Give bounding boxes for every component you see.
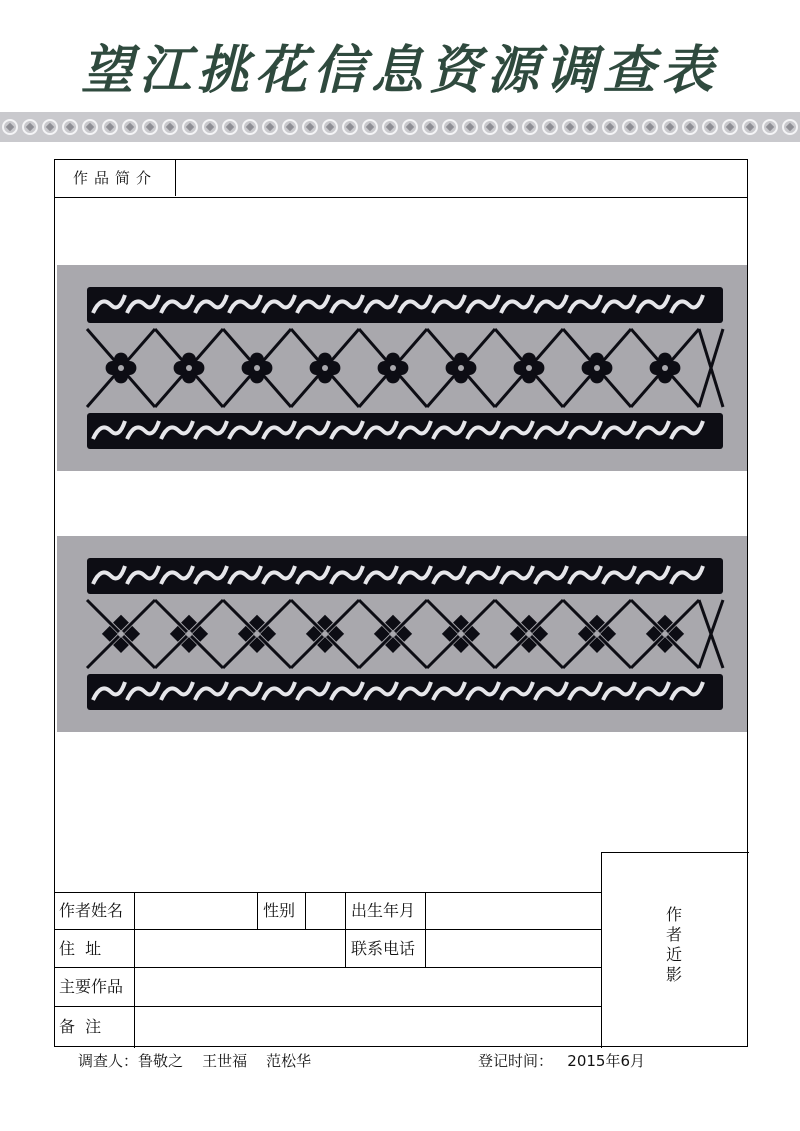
investigators: 调查人：鲁敬之 王世福 范松华 xyxy=(78,1052,312,1070)
remarks-label: 备 注 xyxy=(59,1017,102,1036)
photo-label-char: 影 xyxy=(665,965,682,984)
table-line xyxy=(55,1006,601,1007)
embroidery-photo-1 xyxy=(57,265,747,471)
table-line xyxy=(55,967,601,968)
address-input[interactable] xyxy=(137,931,343,965)
gender-label: 性别 xyxy=(263,901,296,920)
table-line xyxy=(55,929,601,930)
form-title: 望江挑花信息资源调查表 xyxy=(80,40,719,101)
birth-input[interactable] xyxy=(427,894,599,927)
table-line xyxy=(257,892,258,929)
intro-label: 作品简介 xyxy=(55,160,176,196)
gender-input[interactable] xyxy=(307,894,343,927)
photo-label xyxy=(664,905,684,985)
embroidery-photo-2 xyxy=(57,536,747,732)
photo-label-char: 作 xyxy=(665,905,682,924)
decorative-band xyxy=(0,112,800,142)
intro-row xyxy=(55,160,747,198)
works-input[interactable] xyxy=(137,969,599,1004)
remarks-input[interactable] xyxy=(137,1008,599,1046)
survey-form xyxy=(54,159,748,1047)
birth-label: 出生年月 xyxy=(351,901,416,920)
register-time: 登记时间： 2015年6月 xyxy=(478,1052,646,1070)
table-line xyxy=(345,892,346,967)
table-line xyxy=(425,892,426,967)
author-name-label: 作者姓名 xyxy=(59,901,124,920)
table-line xyxy=(134,892,135,1048)
phone-input[interactable] xyxy=(427,931,599,965)
phone-label: 联系电话 xyxy=(351,939,416,958)
photo-label-char: 者 xyxy=(665,925,682,944)
address-label: 住 址 xyxy=(59,939,102,958)
table-line xyxy=(55,892,601,893)
photo-label-char: 近 xyxy=(665,945,682,964)
works-label: 主要作品 xyxy=(59,977,124,996)
author-photo-box[interactable] xyxy=(601,852,749,1048)
author-name-input[interactable] xyxy=(137,894,255,927)
table-line xyxy=(305,892,306,929)
